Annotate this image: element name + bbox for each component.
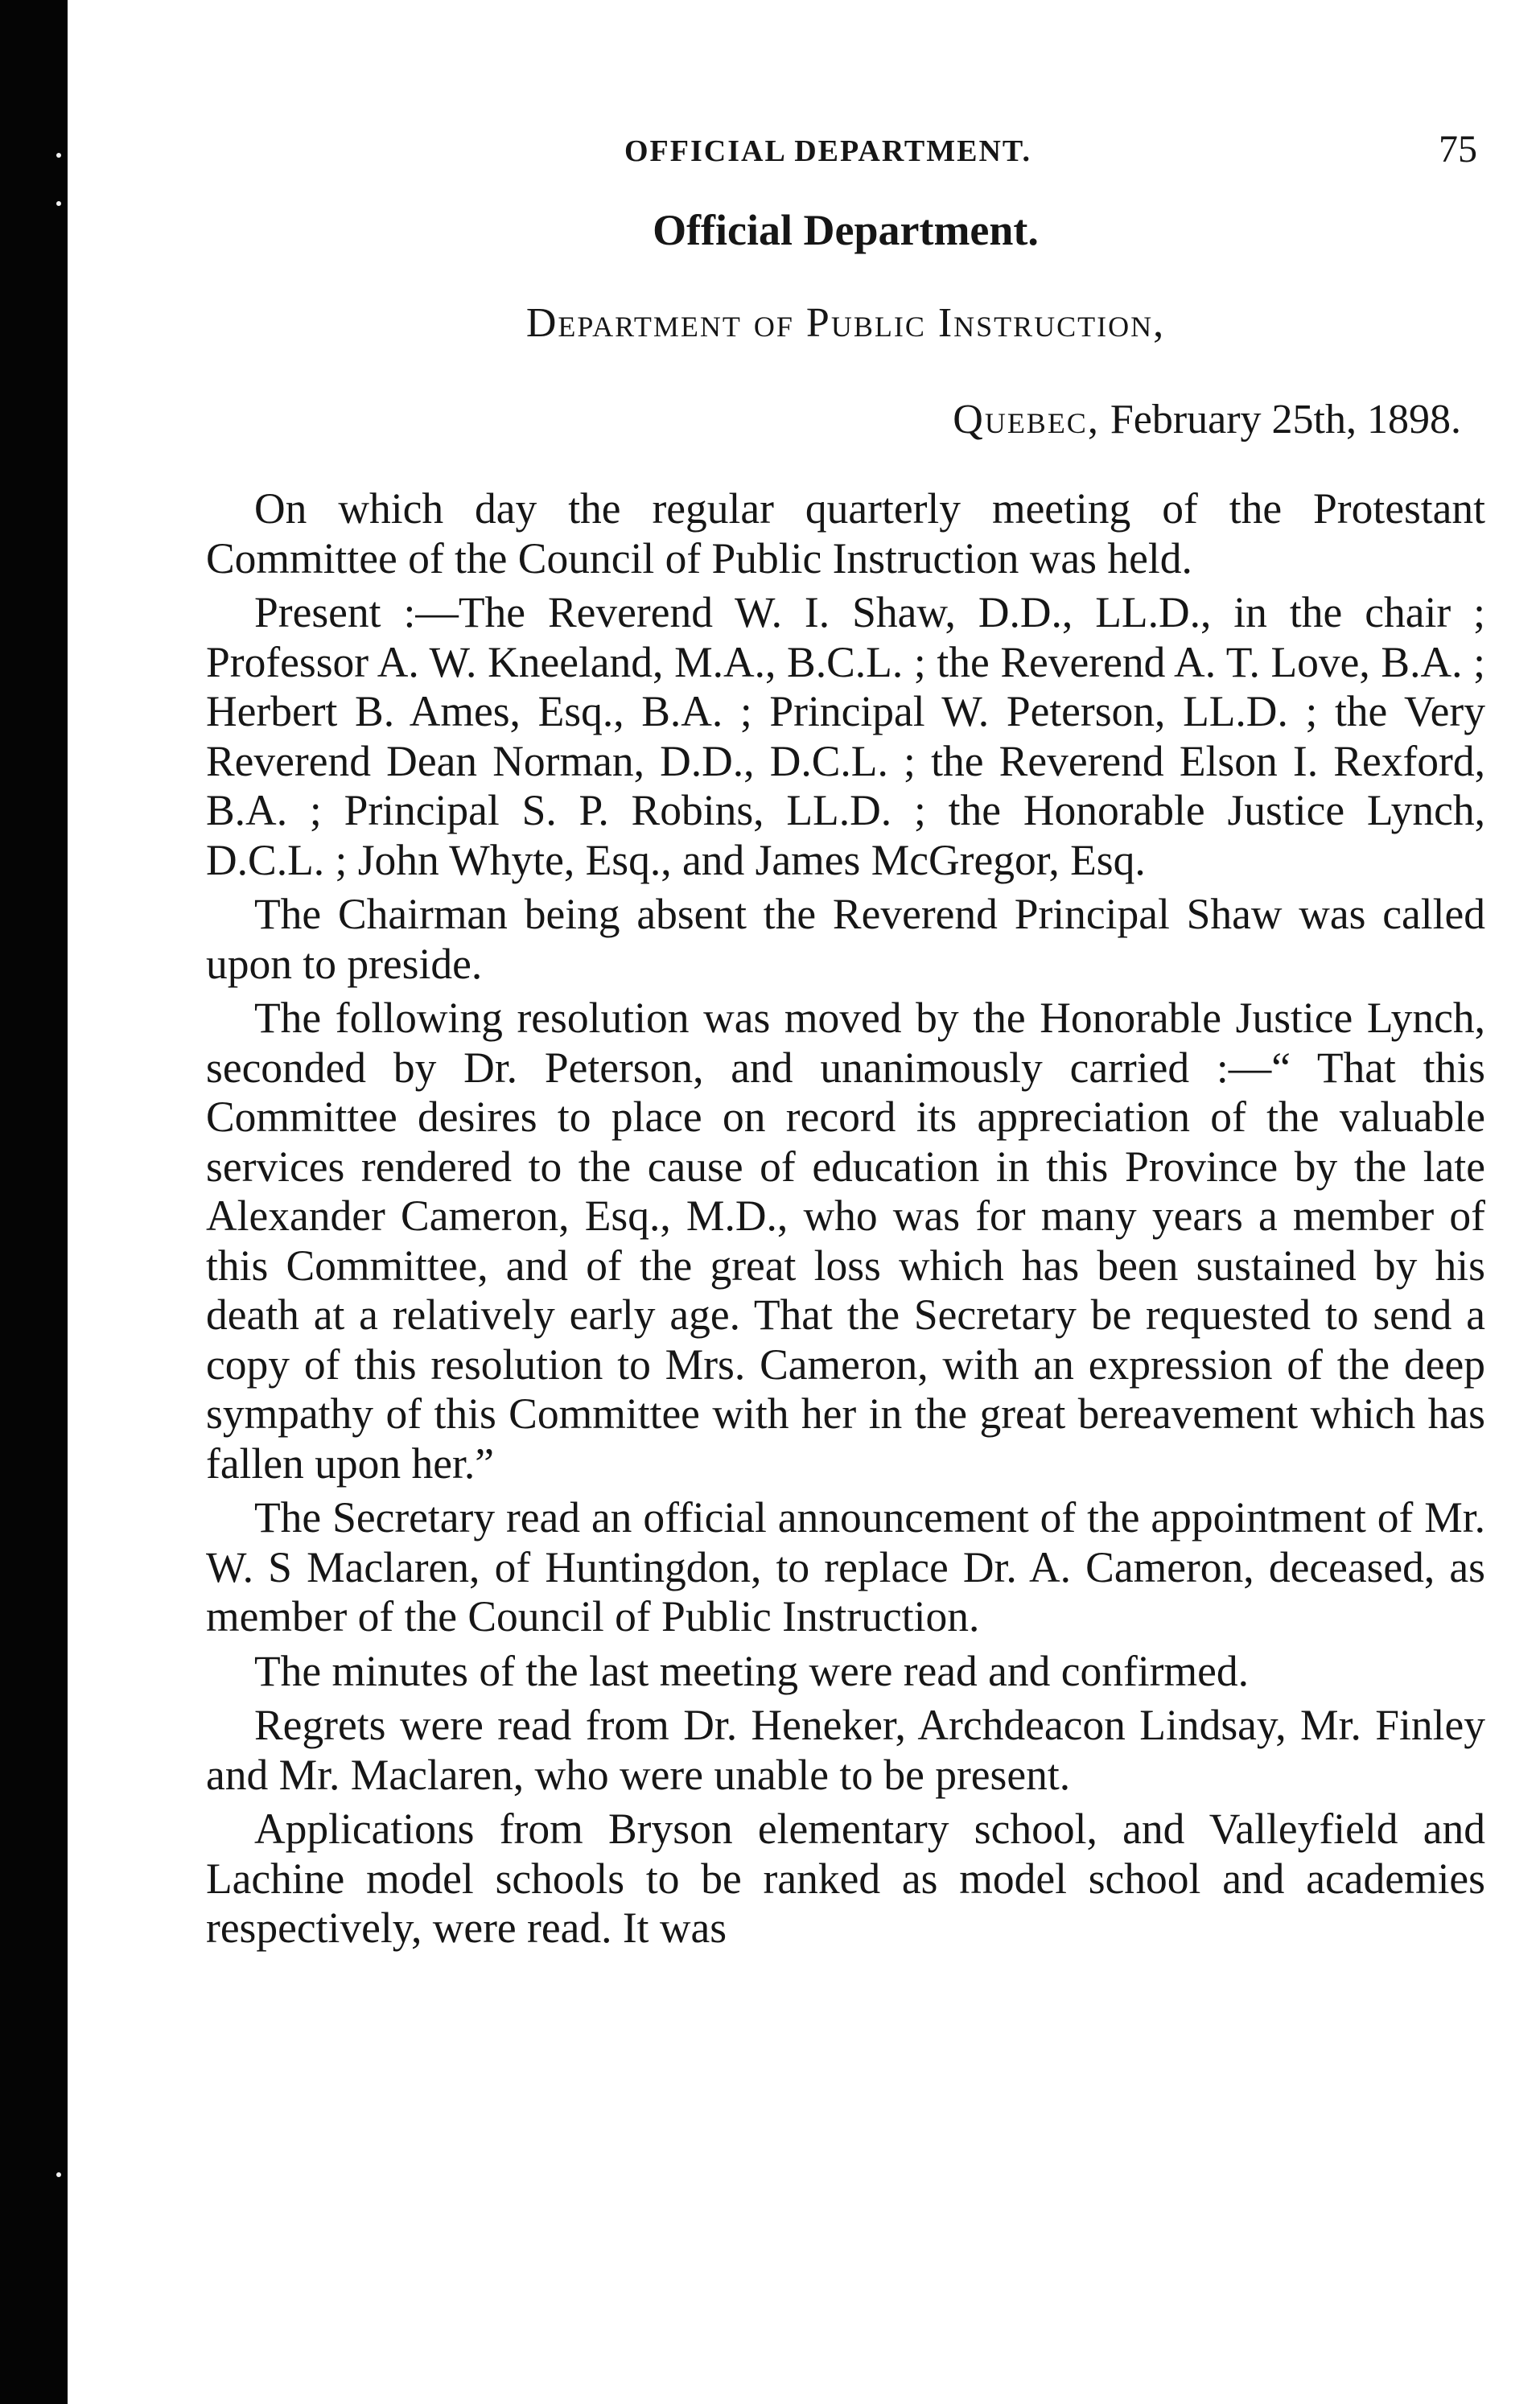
paragraph-regrets: Regrets were read from Dr. Heneker, Archdeacon Lindsay, Mr. Finley and Mr. Maclaren, who were unable to be present. <box>206 1701 1485 1799</box>
dateline-date: February 25th, 1898. <box>1099 397 1461 443</box>
binding-edge <box>0 0 68 2404</box>
paragraph-applications: Applications from Bryson elementary school, and Valleyfield and Lachine model schools to be ranked as model school and academies respectively, were read. It was <box>206 1805 1485 1952</box>
department-subheading: Department of Public Instruction, <box>525 300 1166 346</box>
binding-speck <box>56 2172 61 2177</box>
paragraph-chairman: The Chairman being absent the Reverend Principal Shaw was called upon to preside. <box>206 890 1485 988</box>
binding-speck <box>56 201 61 206</box>
paragraph-appointment: The Secretary read an official announcement of the appointment of Mr. W. S Maclaren, of Huntingdon, to replace Dr. A. Cameron, deceased, as member of the Council of Public Instruction. <box>206 1493 1485 1640</box>
dateline <box>953 396 1461 443</box>
paragraph-meeting-held: On which day the regular quarterly meeting of the Protestant Committee of the Council of Public Instruction was held. <box>206 484 1485 582</box>
paragraph-resolution: The following resolution was moved by the Honorable Justice Lynch, seconded by Dr. Peterson, and unanimously carried :—“ That this Committee desires to place on record its appreciation of the valuable services rendered to the cause of education in this Province by the late Alexander Cameron, Esq., M.D., who was for many years a member of this Committee, and of the great loss which has been sustained by his death at a relatively early age. That the Secretary be requested to send a copy of this resolution to Mrs. Cameron, with an expression of the deep sympathy of this Committee with her in the great bereavement which has fallen upon her.” <box>206 994 1485 1488</box>
document-page <box>206 0 1485 2404</box>
paragraph-present: Present :—The Reverend W. I. Shaw, D.D., LL.D., in the chair ; Professor A. W. Kneeland, M.A., B.C.L. ; the Reverend A. T. Love, B.A. ; Herbert B. Ames, Esq., B.A. ; Principal W. Peterson, LL.D. ; the Very Reverend Dean Norman, D.D., D.C.L. ; the Reverend Elson I. Rexford, B.A. ; Principal S. P. Robins, LL.D. ; the Honorable Justice Lynch, D.C.L. ; John Whyte, Esq., and James McGregor, Esq. <box>206 588 1485 884</box>
section-heading: Official Department. <box>653 206 1039 254</box>
running-title: OFFICIAL DEPARTMENT. <box>624 134 1031 168</box>
running-head <box>206 127 1485 175</box>
dateline-place: Quebec, <box>953 397 1100 443</box>
page-number: 75 <box>1439 128 1477 171</box>
binding-speck <box>56 153 61 158</box>
body-text <box>206 484 1485 1958</box>
paragraph-minutes: The minutes of the last meeting were read and confirmed. <box>254 1646 1249 1695</box>
